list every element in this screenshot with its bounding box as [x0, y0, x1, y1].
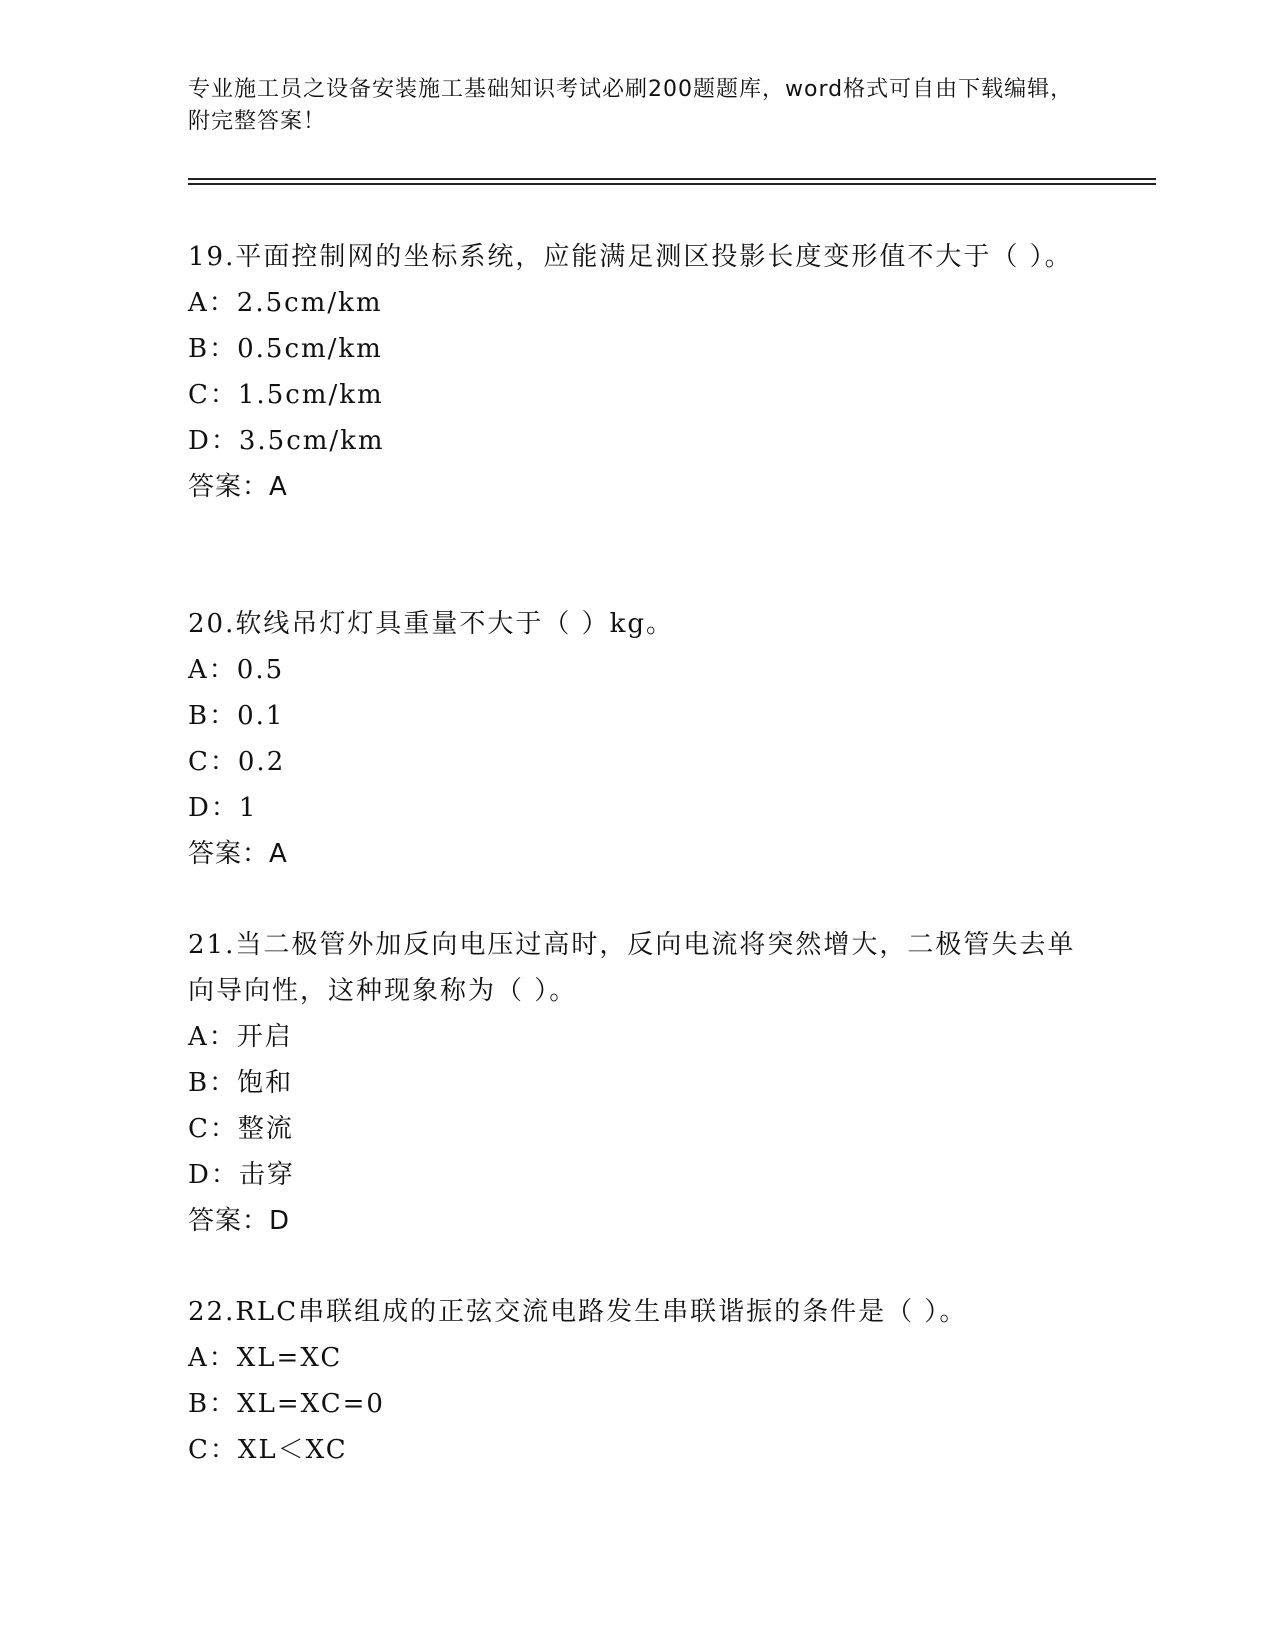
option-a: A：0.5: [188, 655, 285, 685]
option-d: D：1: [188, 793, 258, 823]
question-21: [188, 922, 1088, 1244]
option-a: A：开启: [188, 1022, 293, 1052]
question-stem: 21.当二极管外加反向电压过高时，反向电流将突然增大，二极管失去单向导向性，这种现象称为（ ）。: [188, 930, 1076, 1006]
document-header: [188, 74, 1088, 138]
option-b: B：饱和: [188, 1068, 294, 1098]
option-c: C：XL＜XC: [188, 1435, 348, 1465]
option-b: B：0.1: [188, 701, 285, 731]
answer-label: 答案：A: [188, 472, 288, 502]
option-b: B：XL=XC=0: [188, 1389, 385, 1419]
option-a: A：2.5cm/km: [188, 288, 383, 318]
question-19: [188, 234, 1088, 510]
option-c: C：整流: [188, 1114, 294, 1144]
answer-label: 答案：A: [188, 839, 288, 869]
option-a: A：XL=XC: [188, 1343, 343, 1373]
option-d: D：击穿: [188, 1160, 295, 1190]
option-c: C：0.2: [188, 747, 286, 777]
question-stem: 20.软线吊灯灯具重量不大于（ ）kg。: [188, 609, 675, 639]
option-b: B：0.5cm/km: [188, 334, 383, 364]
option-d: D：3.5cm/km: [188, 426, 385, 456]
option-c: C：1.5cm/km: [188, 380, 384, 410]
header-divider-line: [188, 183, 1156, 185]
question-22: [188, 1289, 1088, 1473]
answer-label: 答案：D: [188, 1206, 291, 1236]
header-divider-line: [188, 178, 1156, 180]
question-20: [188, 601, 1088, 877]
question-stem: 22.RLC串联组成的正弦交流电路发生串联谐振的条件是（ ）。: [188, 1297, 968, 1327]
question-stem: 19.平面控制网的坐标系统，应能满足测区投影长度变形值不大于（ ）。: [188, 242, 1073, 272]
header-title: 专业施工员之设备安装施工基础知识考试必刷200题题库，word格式可自由下载编辑，附完整答案！: [188, 77, 1074, 134]
